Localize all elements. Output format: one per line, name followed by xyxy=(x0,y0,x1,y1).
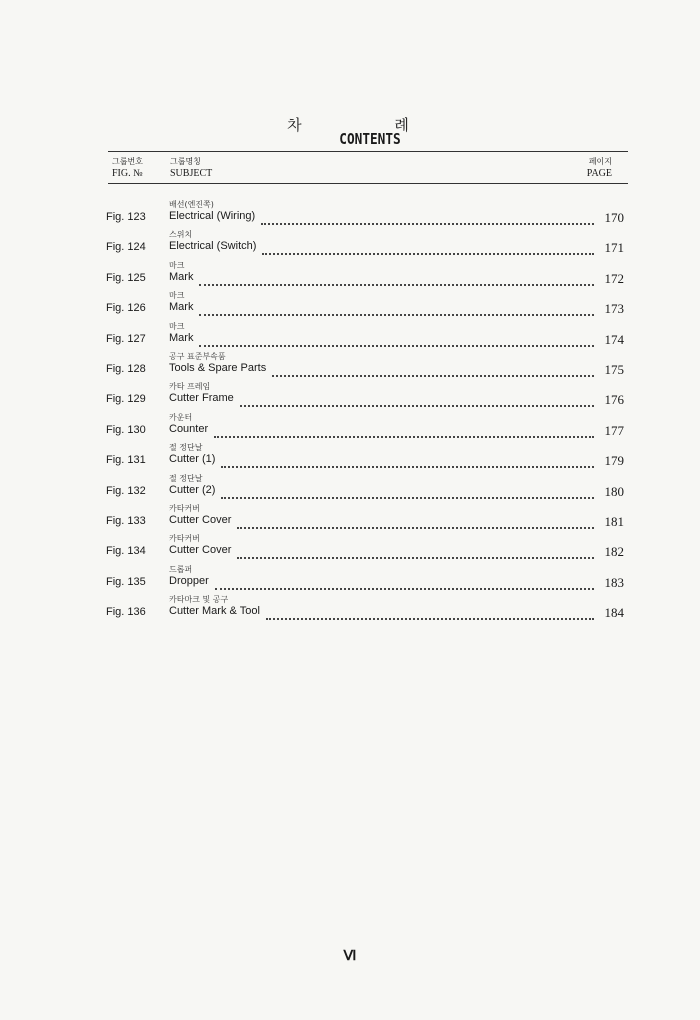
header-page-en: PAGE xyxy=(586,168,612,179)
contents-entry xyxy=(0,229,700,259)
entry-fig-number: Fig. 125 xyxy=(106,271,146,284)
contents-entry xyxy=(0,503,700,533)
entry-fig-number: Fig. 127 xyxy=(106,332,146,345)
header-subject-en: SUBJECT xyxy=(170,168,213,179)
entry-dot-leader xyxy=(215,576,594,590)
entry-fig-number: Fig. 134 xyxy=(106,545,146,558)
page-number: Ⅵ xyxy=(343,949,357,964)
header-fig-column xyxy=(112,156,143,180)
entry-dot-leader xyxy=(266,606,594,620)
header-subject-ko: 그룹명칭 xyxy=(170,157,201,166)
entry-page-number: 170 xyxy=(604,210,624,225)
entry-korean-subject: 공구 표준부속품 xyxy=(169,352,226,361)
header-fig-ko: 그룹번호 xyxy=(112,157,143,166)
entry-korean-subject: 카타마크 및 공구 xyxy=(169,595,229,605)
entry-dot-leader xyxy=(262,241,594,255)
entry-korean-subject: 배선(엔진쪽) xyxy=(169,200,214,209)
entry-korean-subject: 마크 xyxy=(169,291,185,301)
contents-entry xyxy=(0,351,700,381)
entry-page-number: 180 xyxy=(604,483,624,499)
entry-page-number: 175 xyxy=(604,362,624,377)
contents-entry xyxy=(0,473,700,503)
entry-page-number: 173 xyxy=(604,301,624,317)
entry-page-number: 183 xyxy=(604,574,624,590)
entry-subject: Cutter Cover xyxy=(169,514,232,526)
entry-subject: Mark xyxy=(169,331,194,344)
entry-korean-subject: 카타 프레임 xyxy=(169,382,211,392)
header-rule-bottom xyxy=(108,183,628,184)
entry-dot-leader xyxy=(240,393,594,407)
entry-dot-leader xyxy=(261,211,594,225)
entry-fig-number: Fig. 133 xyxy=(106,515,146,527)
entry-page-number: 177 xyxy=(604,422,624,438)
entry-fig-number: Fig. 123 xyxy=(106,211,146,223)
contents-entry xyxy=(0,594,700,624)
entry-korean-subject: 카타커버 xyxy=(169,534,200,544)
header-subject-column xyxy=(170,156,212,180)
entry-dot-leader xyxy=(221,485,594,499)
entry-fig-number: Fig. 131 xyxy=(106,454,146,467)
entry-dot-leader xyxy=(199,302,594,316)
entry-korean-subject: 절 정단날 xyxy=(169,443,203,453)
entry-page-number: 184 xyxy=(604,605,624,621)
entry-fig-number: Fig. 132 xyxy=(106,484,146,497)
contents-entry xyxy=(0,564,700,594)
contents-entry xyxy=(0,442,700,472)
entry-korean-subject: 카타커버 xyxy=(169,504,200,513)
entry-page-number: 182 xyxy=(604,544,624,560)
entry-subject: Cutter (2) xyxy=(169,483,216,496)
contents-entry xyxy=(0,381,700,411)
entry-korean-subject: 스위치 xyxy=(169,230,193,240)
entry-fig-number: Fig. 129 xyxy=(106,393,146,406)
contents-entry xyxy=(0,290,700,320)
entry-page-number: 176 xyxy=(604,392,624,408)
entry-korean-subject: 마크 xyxy=(169,321,185,331)
entry-page-number: 172 xyxy=(604,270,624,286)
entry-subject: Tools & Spare Parts xyxy=(169,362,267,374)
entry-subject: Dropper xyxy=(169,574,209,587)
entry-dot-leader xyxy=(272,363,594,377)
entry-subject: Mark xyxy=(169,301,194,314)
entry-dot-leader xyxy=(237,515,594,529)
entry-fig-number: Fig. 124 xyxy=(106,241,146,254)
header-page-ko: 페이지 xyxy=(588,157,612,166)
entry-dot-leader xyxy=(237,545,594,559)
entry-korean-subject: 마크 xyxy=(169,260,185,270)
entry-subject: Electrical (Wiring) xyxy=(169,210,256,222)
entry-subject: Counter xyxy=(169,422,209,435)
entry-page-number: 181 xyxy=(604,514,624,529)
contents-entry xyxy=(0,533,700,563)
entry-page-number: 179 xyxy=(604,453,624,469)
entry-fig-number: Fig. 130 xyxy=(106,423,146,436)
header-page-column xyxy=(587,156,612,180)
entry-dot-leader xyxy=(199,333,594,347)
entry-fig-number: Fig. 135 xyxy=(106,575,146,588)
entry-page-number: 174 xyxy=(604,331,624,347)
header-fig-en: FIG. № xyxy=(112,168,143,179)
contents-entry xyxy=(0,260,700,290)
entry-dot-leader xyxy=(221,454,594,468)
contents-entry xyxy=(0,321,700,351)
entry-page-number: 171 xyxy=(604,240,624,256)
title-korean: 차 례 xyxy=(287,116,453,134)
header-rule-top xyxy=(108,151,628,152)
contents-entry xyxy=(0,412,700,442)
entry-subject: Cutter (1) xyxy=(169,453,216,466)
entry-dot-leader xyxy=(199,272,594,286)
entry-dot-leader xyxy=(214,424,594,438)
contents-entry xyxy=(0,199,700,229)
entry-subject: Cutter Cover xyxy=(169,544,232,557)
entry-subject: Electrical (Switch) xyxy=(169,240,257,253)
entry-korean-subject: 절 정단날 xyxy=(169,473,203,483)
entry-subject: Mark xyxy=(169,270,194,283)
entry-subject: Cutter Frame xyxy=(169,392,234,405)
entry-fig-number: Fig. 126 xyxy=(106,302,146,315)
entry-fig-number: Fig. 128 xyxy=(106,363,146,375)
title-english: CONTENTS xyxy=(339,130,401,148)
entry-korean-subject: 드롭퍼 xyxy=(169,564,193,574)
entry-subject: Cutter Mark & Tool xyxy=(169,605,260,618)
entry-korean-subject: 카운터 xyxy=(169,412,193,422)
entry-fig-number: Fig. 136 xyxy=(106,606,146,619)
